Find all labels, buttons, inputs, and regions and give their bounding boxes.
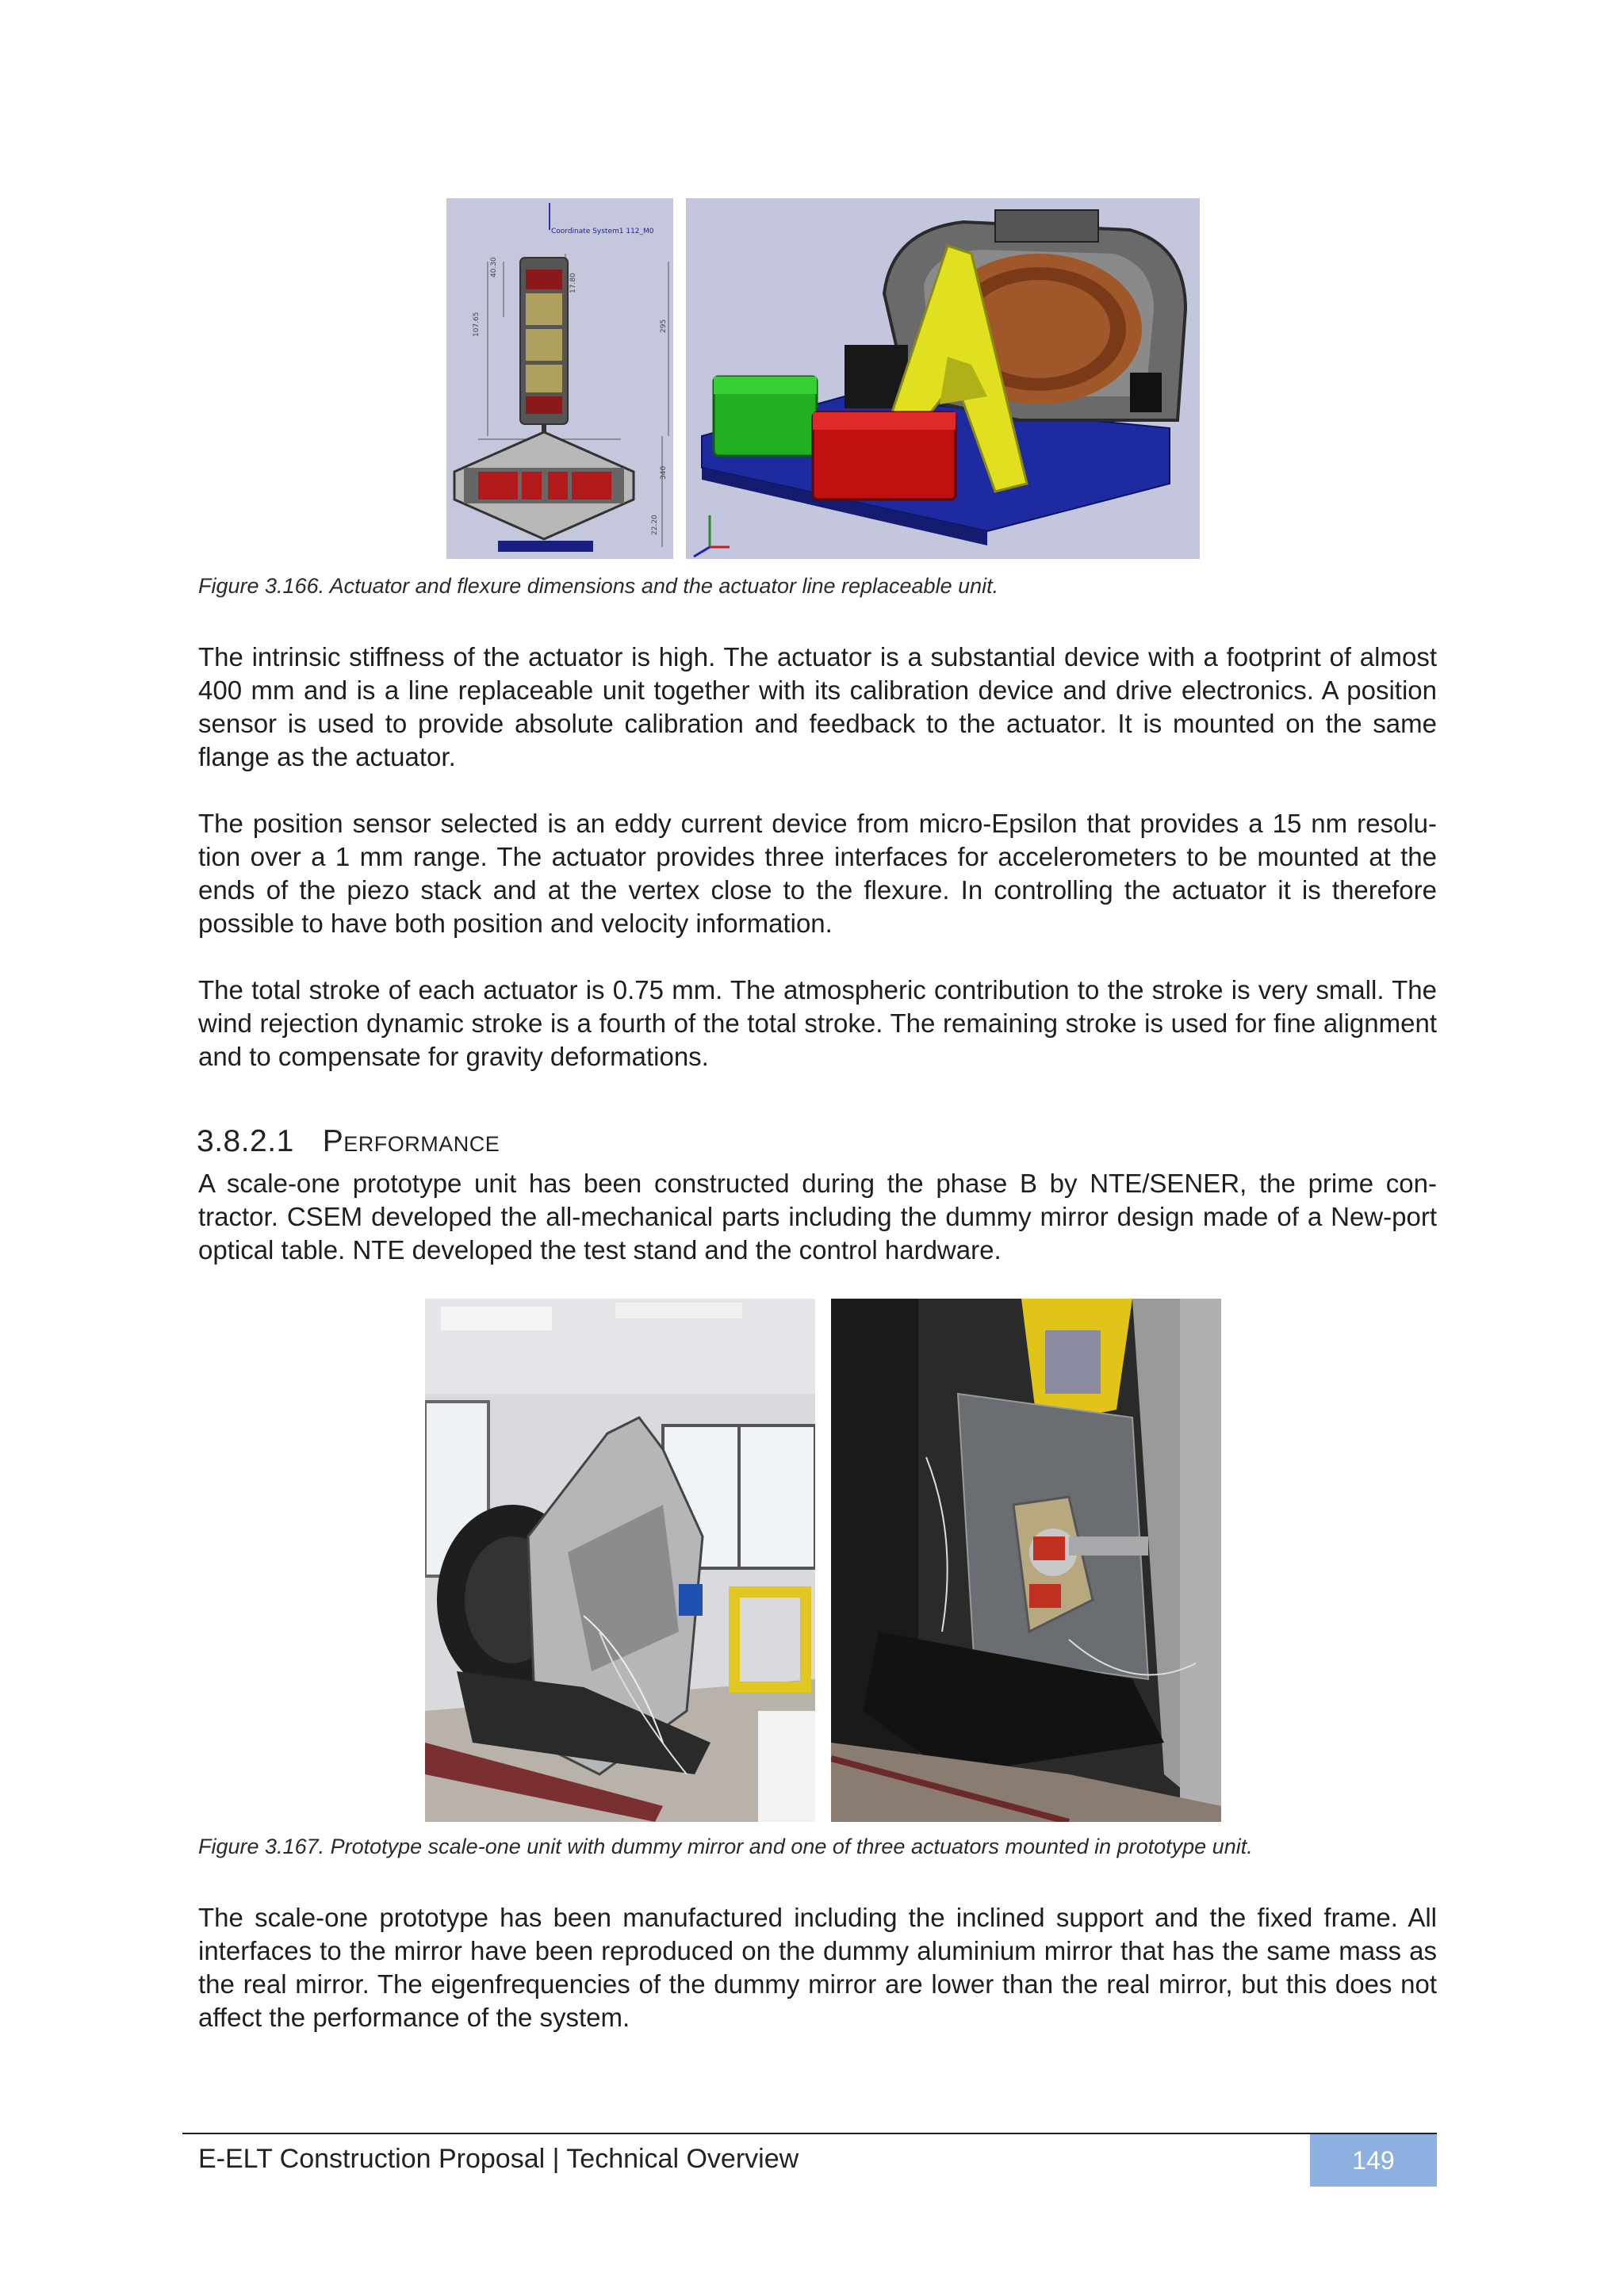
paragraph: The position sensor selected is an eddy current device from micro-Epsilon that provides a 15 nm resolu-tion over a 1 mm range. The actuator provides three interfaces for accelerometers to be mounted at the ends of the piezo stack and at the vertex close to the flexure. In controlling the actuator it is therefore possible to have both position and velocity information. bbox=[198, 809, 1437, 938]
figure-caption: Figure 3.167. Prototype scale-one unit with dummy mirror and one of three actuators mounted in prototype unit. bbox=[198, 1835, 1253, 1858]
actuator-dimension-drawing bbox=[446, 198, 673, 559]
paragraph: The scale-one prototype has been manufactured including the inclined support and the fixed frame. All interfaces to the mirror have been reproduced on the dummy aluminium mirror that has the same mass as the real mirror. The eigenfrequencies of the dummy mirror are lower than the real mirror, but this does not affect the performance of the system. bbox=[198, 1903, 1437, 2032]
actuator-lru-render bbox=[686, 198, 1200, 559]
dim-label: 40.30 bbox=[490, 257, 498, 277]
paragraph: The total stroke of each actuator is 0.75 mm. The atmospheric contribution to the stroke is very small. The wind rejection dynamic stroke is a fourth of the total stroke. The remaining stroke is used for fine alignment and to compensate for gravity deformations. bbox=[198, 975, 1437, 1071]
dim-label: 295 bbox=[660, 319, 668, 333]
section-number: 3.8.2.1 bbox=[197, 1124, 294, 1158]
coordinate-system-label: Coordinate System1 112_M0 bbox=[551, 228, 654, 235]
paragraph: The intrinsic stiffness of the actuator is high. The actuator is a substantial device with a footprint of almost 400 mm and is a line replaceable unit together with its calibration device and drive electronics. A position sensor is used to provide absolute calibration and feedback to the actuator. It is mounted on the same flange as the actuator. bbox=[198, 642, 1437, 771]
footer-title: E-ELT Construction Proposal | Technical Overview bbox=[198, 2144, 799, 2174]
dim-label: 340 bbox=[660, 465, 668, 480]
dim-label: 22.20 bbox=[651, 515, 659, 535]
paragraph: A scale-one prototype unit has been constructed during the phase B by NTE/SENER, the prime con-tractor. CSEM developed the all-mechanical parts including the dummy mirror design made of a New-port optical table. NTE developed the test stand and the control hardware. bbox=[198, 1169, 1437, 1265]
dim-label: 107.65 bbox=[473, 312, 481, 337]
prototype-photo bbox=[425, 1299, 815, 1822]
actuator-mounted-photo bbox=[831, 1299, 1221, 1822]
page-number: 149 bbox=[1310, 2134, 1437, 2187]
section-heading bbox=[197, 1124, 500, 1159]
footer-divider bbox=[182, 2133, 1437, 2134]
section-title: Performance bbox=[322, 1124, 500, 1158]
figure-caption: Figure 3.166. Actuator and flexure dimensions and the actuator line replaceable unit. bbox=[198, 574, 999, 598]
dim-label: 17.80 bbox=[569, 273, 577, 293]
